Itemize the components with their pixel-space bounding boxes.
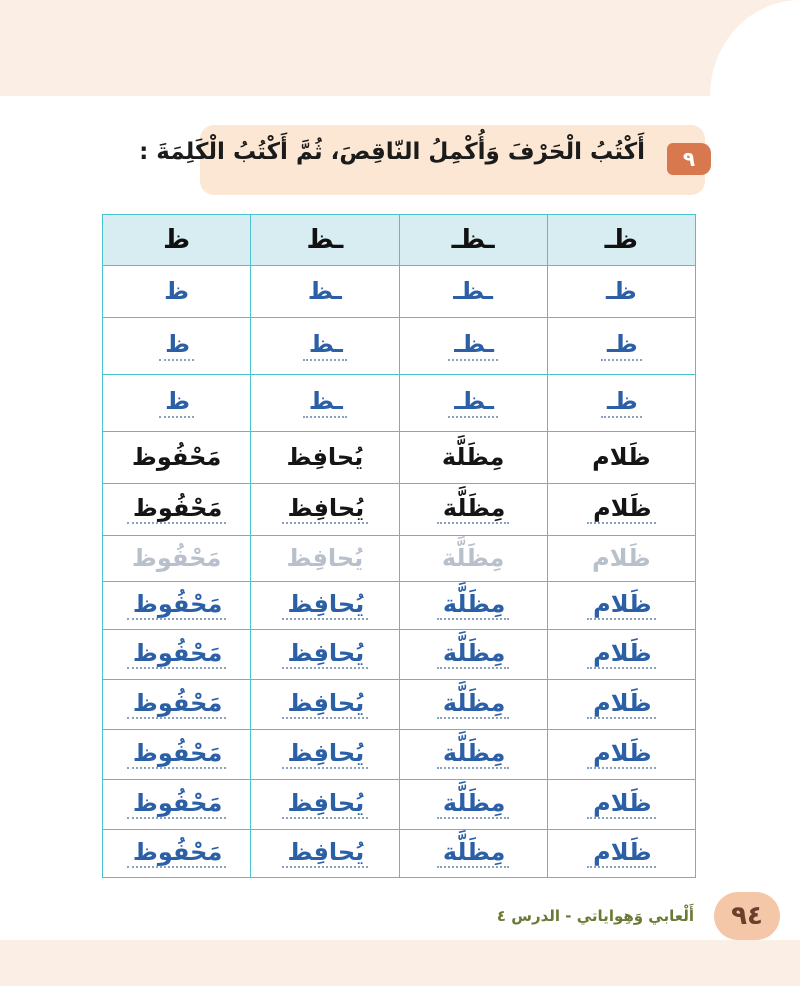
- table-cell[interactable]: [103, 582, 251, 630]
- table-cell[interactable]: [399, 780, 547, 830]
- word: مَحْفُوظ: [127, 495, 226, 524]
- exercise-instruction-box: [139, 125, 705, 195]
- table-cell[interactable]: [399, 375, 547, 432]
- trace-letter: ظ: [159, 388, 194, 417]
- trace-word: مِظَلَّة: [437, 740, 510, 769]
- table-cell[interactable]: [103, 680, 251, 730]
- trace-word: يُحافِظ: [282, 690, 369, 719]
- exercise-instruction: أَكْتُبُ الْحَرْفَ وَأُكْمِلُ النّاقِصَ، ثُمَّ أَكْتُبُ الْكَلِمَةَ :: [139, 139, 645, 165]
- table-cell[interactable]: [399, 630, 547, 680]
- trace-word: ظَلام: [587, 740, 655, 769]
- table-cell[interactable]: [251, 375, 399, 432]
- table-cell[interactable]: [251, 780, 399, 830]
- trace-word: مَحْفُوظ: [131, 544, 222, 573]
- table-row: [103, 680, 696, 730]
- table-row: [103, 630, 696, 680]
- header-isolated-form: ظ: [103, 215, 251, 266]
- table-cell[interactable]: [103, 780, 251, 830]
- trace-word: مَحْفُوظ: [127, 690, 226, 719]
- table-cell[interactable]: [399, 730, 547, 780]
- table-cell[interactable]: [399, 318, 547, 375]
- trace-letter: ظـ: [601, 331, 642, 360]
- table-cell[interactable]: [103, 432, 251, 484]
- table-cell[interactable]: [547, 630, 695, 680]
- table-cell[interactable]: [251, 730, 399, 780]
- table-cell[interactable]: [547, 318, 695, 375]
- table-cell[interactable]: [399, 680, 547, 730]
- trace-word: مِظَلَّة: [437, 640, 510, 669]
- table-cell[interactable]: [547, 266, 695, 318]
- table-cell[interactable]: [103, 630, 251, 680]
- trace-word: يُحافِظ: [282, 591, 369, 620]
- header-final-connected-form: ـظ: [251, 215, 399, 266]
- table-row: [103, 484, 696, 536]
- table-cell[interactable]: [251, 484, 399, 536]
- table-row: [103, 266, 696, 318]
- table-cell[interactable]: [547, 780, 695, 830]
- table-cell[interactable]: [547, 830, 695, 878]
- trace-word: مَحْفُوظ: [127, 591, 226, 620]
- trace-word: مِظَلَّة: [437, 591, 510, 620]
- table-row: [103, 375, 696, 432]
- table-cell[interactable]: [399, 536, 547, 582]
- top-decorative-band: [0, 0, 800, 96]
- trace-word: يُحافِظ: [282, 839, 369, 868]
- table-cell[interactable]: [103, 318, 251, 375]
- word: مَحْفُوظ: [131, 443, 222, 472]
- table-cell[interactable]: [251, 536, 399, 582]
- table-row: [103, 318, 696, 375]
- table-row: [103, 730, 696, 780]
- table-cell[interactable]: [547, 536, 695, 582]
- trace-word: يُحافِظ: [286, 544, 364, 573]
- trace-letter: ـظ: [307, 277, 342, 306]
- trace-letter: ـظـ: [448, 331, 498, 360]
- word: يُحافِظ: [286, 443, 364, 472]
- table-cell[interactable]: [399, 484, 547, 536]
- exercise-number-badge: ٩: [667, 143, 711, 175]
- trace-word: مَحْفُوظ: [127, 740, 226, 769]
- table-cell[interactable]: [399, 266, 547, 318]
- trace-word: مِظَلَّة: [441, 544, 505, 573]
- word: مِظَلَّة: [437, 495, 510, 524]
- trace-word: ظَلام: [587, 690, 655, 719]
- table-cell[interactable]: [399, 830, 547, 878]
- table-cell[interactable]: [103, 536, 251, 582]
- table-cell[interactable]: [547, 730, 695, 780]
- trace-letter: ـظـ: [448, 388, 498, 417]
- table-cell[interactable]: [251, 318, 399, 375]
- table-cell[interactable]: [547, 680, 695, 730]
- trace-word: مَحْفُوظ: [127, 640, 226, 669]
- trace-word: ظَلام: [587, 591, 655, 620]
- table-row: [103, 582, 696, 630]
- trace-word: مِظَلَّة: [437, 839, 510, 868]
- table-cell[interactable]: [103, 730, 251, 780]
- writing-practice-table: [102, 214, 696, 878]
- table-cell[interactable]: [251, 630, 399, 680]
- table-cell[interactable]: [547, 582, 695, 630]
- table-cell[interactable]: [399, 432, 547, 484]
- table-row: [103, 536, 696, 582]
- trace-word: مَحْفُوظ: [127, 839, 226, 868]
- trace-word: يُحافِظ: [282, 790, 369, 819]
- trace-letter: ظ: [164, 277, 190, 306]
- trace-word: مَحْفُوظ: [127, 790, 226, 819]
- word: يُحافِظ: [282, 495, 369, 524]
- table-cell[interactable]: [251, 830, 399, 878]
- page-number: ٩٤: [714, 892, 780, 940]
- table-header-row: [103, 215, 696, 266]
- table-cell[interactable]: [103, 484, 251, 536]
- footer-lesson-title: أَلْعابي وَهِواياتي - الدرس ٤: [496, 907, 694, 925]
- table-cell[interactable]: [399, 582, 547, 630]
- table-cell[interactable]: [103, 266, 251, 318]
- trace-word: يُحافِظ: [282, 740, 369, 769]
- trace-word: مِظَلَّة: [437, 690, 510, 719]
- trace-word: يُحافِظ: [282, 640, 369, 669]
- trace-letter: ـظ: [303, 331, 347, 360]
- table-cell[interactable]: [547, 375, 695, 432]
- table-cell[interactable]: [251, 432, 399, 484]
- table-row: [103, 780, 696, 830]
- trace-letter: ـظـ: [453, 277, 494, 306]
- trace-word: ظَلام: [587, 839, 655, 868]
- trace-letter: ظـ: [601, 388, 642, 417]
- table-cell[interactable]: [103, 375, 251, 432]
- trace-word: ظَلام: [592, 544, 651, 573]
- table-cell[interactable]: [251, 582, 399, 630]
- table-cell[interactable]: [103, 830, 251, 878]
- word: ظَلام: [587, 495, 655, 524]
- table-cell[interactable]: [547, 432, 695, 484]
- header-initial-form: ظـ: [547, 215, 695, 266]
- trace-word: ظَلام: [587, 640, 655, 669]
- trace-word: ظَلام: [587, 790, 655, 819]
- trace-letter: ظـ: [605, 277, 637, 306]
- table-cell[interactable]: [251, 266, 399, 318]
- trace-word: مِظَلَّة: [437, 790, 510, 819]
- table-row: [103, 830, 696, 878]
- trace-letter: ـظ: [303, 388, 347, 417]
- header-medial-form: ـظـ: [399, 215, 547, 266]
- word: ظَلام: [592, 443, 651, 472]
- table-cell[interactable]: [547, 484, 695, 536]
- table-cell[interactable]: [251, 680, 399, 730]
- word: مِظَلَّة: [441, 443, 505, 472]
- bottom-decorative-band: [0, 940, 800, 986]
- trace-letter: ظ: [159, 331, 194, 360]
- table-row: [103, 432, 696, 484]
